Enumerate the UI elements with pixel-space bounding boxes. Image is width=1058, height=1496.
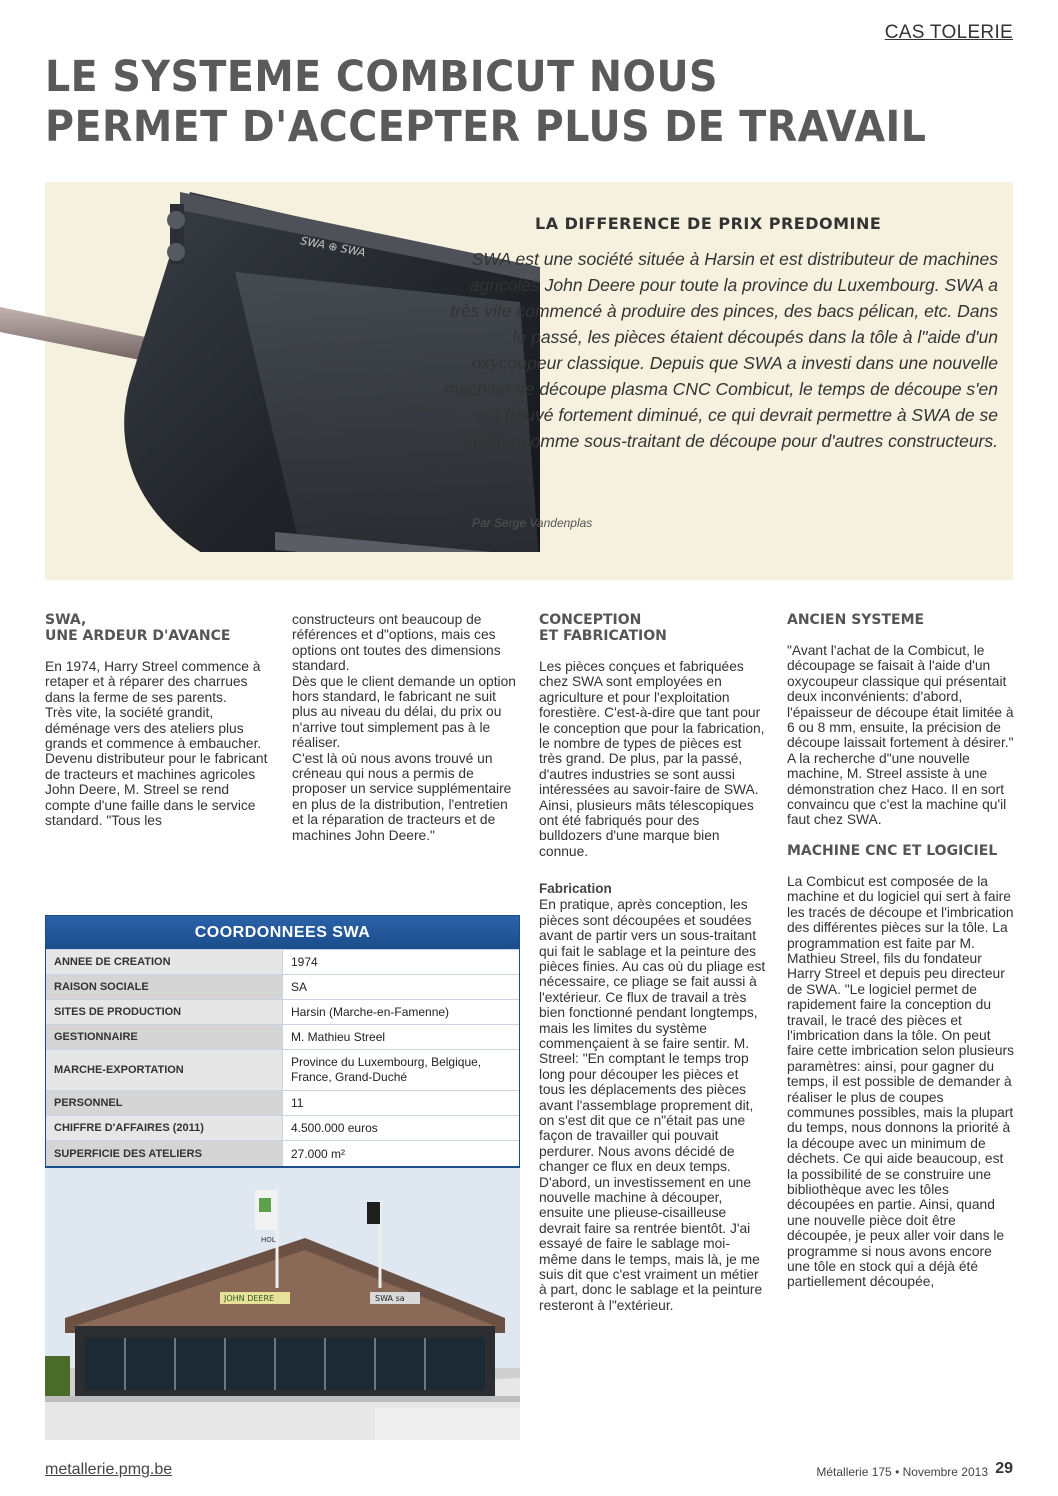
column-3 bbox=[539, 612, 766, 1313]
info-row bbox=[46, 1024, 519, 1049]
info-row bbox=[46, 1049, 519, 1090]
info-value: Province du Luxembourg, Belgique, France, Grand-Duché bbox=[282, 1050, 519, 1090]
info-value: 11 bbox=[282, 1091, 519, 1115]
info-row bbox=[46, 1090, 519, 1115]
info-row bbox=[46, 1140, 519, 1166]
col1-paragraph-3: Devenu distributeur pour le fabricant de tracteurs et machines agricoles John Deere, M. Streel se rend compte d'une faille dans le service standard. "Tous les bbox=[45, 751, 268, 829]
info-label: ANNEE DE CREATION bbox=[46, 950, 282, 974]
col2-paragraph-3: C'est là où nous avons trouvé un créneau qui nous a permis de proposer un service supplémentaire en plus de la distribution, l'entretien et la réparation de tracteurs et de machines John Deere." bbox=[292, 750, 512, 843]
info-row bbox=[46, 974, 519, 999]
col4-paragraph-1: "Avant l'achat de la Combicut, le découpage se faisait à l'aide d'un oxycoupeur classique qui présentait deux inconvénients: d'abord, l'épaisseur de découpe était limitée à 6 ou 8 mm, ensuite, la précision de découpe laissait fortement à désirer." A la recherche d"une nouvelle machine, M. Streel assiste à une démonstration chez Haco. Il en sort convaincu que c'est la machine qu'il faut chez SWA. bbox=[787, 643, 1014, 828]
footer-issue-info: Métallerie 175 • Novembre 2013 bbox=[816, 1465, 988, 1479]
info-row bbox=[46, 949, 519, 974]
building-photo bbox=[45, 1168, 520, 1440]
col1-heading-line-2: UNE ARDEUR D'AVANCE bbox=[45, 628, 231, 644]
article-title-line-2: PERMET D'ACCEPTER PLUS DE TRAVAIL bbox=[45, 102, 927, 152]
col3-paragraph-2: En pratique, après conception, les pièces sont découpées et soudées avant de partir vers un sous-traitant qui fait le sablage et la peinture des pièces finies. Au cas où du pliage est nécessaire, ce pliage se fait aussi à l'extérieur. Ce flux de travail a très bien fonctionné pendant longtemps, mais les limites du système commençaient à se faire sentir. M. Streel: "En comptant le temps trop long pour découper les pièces et tous les déplacements des pièces avant l'assemblage proprement dit, on s'est dit que ce n"était pas une façon de travailler qui pouvait perdurer. Nous avons décidé de changer ce flux en deux temps. D'abord, un investissement en une nouvelle machine à découper, ensuite une plieuse-cisailleuse devrait faire sa rentrée bientôt. J'ai essayé de faire le sablage moi-même dans le temps, mais là, je me suis dit que c'est vraiment un métier à part, donc le sablage et la peinture resteront à l"extérieur. bbox=[539, 897, 766, 1313]
col1-heading-line-1: SWA, bbox=[45, 612, 87, 628]
info-value: 1974 bbox=[282, 950, 519, 974]
col2-paragraph-2: Dès que le client demande un option hors standard, le fabricant ne suit plus au niveau du délai, du prix ou n'arrive tout simplement pas à le réaliser. bbox=[292, 673, 516, 751]
col3-subheading: Fabrication bbox=[539, 881, 612, 897]
hero-intro-text: SWA est une société située à Harsin et est distributeur de machines agricoles John Deere pour toute la province du Luxembourg. SWA a très vite commencé à produire des pinces, des bacs pélican, etc. Dans le passé, les pièces étaient découpés dans la tôle à l"aide d'un oxycoupeur classique. Depuis que SWA a investi dans une nouvelle machine de découpe plasma CNC Combicut, le temps de découpe s'en est trouvé fortement diminué, ce qui devrait permettre à SWA de se profiler comme sous-traitant de découpe pour d'autres constructeurs. bbox=[444, 249, 998, 451]
building-illustration bbox=[45, 1168, 520, 1440]
info-label: SITES DE PRODUCTION bbox=[46, 1000, 282, 1024]
info-row bbox=[46, 1115, 519, 1140]
info-row bbox=[46, 999, 519, 1024]
info-label: PERSONNEL bbox=[46, 1091, 282, 1115]
column-4 bbox=[787, 612, 1014, 1290]
footer-website-link[interactable]: metallerie.pmg.be bbox=[45, 1461, 173, 1478]
info-label: GESTIONNAIRE bbox=[46, 1025, 282, 1049]
company-info-box bbox=[45, 915, 520, 1170]
col4-heading-2: MACHINE CNC ET LOGICIEL bbox=[787, 842, 998, 859]
col3-paragraph-1: Les pièces conçues et fabriquées chez SWA sont employées en agriculture et pour l'exploitation forestière. C'est-à-dire que tant pour le conception que pour la fabrication, le nombre de types de pièces est très grand. De plus, par la passé, d'autres industries se sont aussi intéressées au savoir-faire de SWA. Ainsi, plusieurs mâts télescopiques ont été fabriqués pour des bulldozers d'une marque bien connue. bbox=[539, 659, 765, 859]
col2-paragraph-1: constructeurs ont beaucoup de références et d"options, mais ces options ont toutes des dimensions standard. bbox=[292, 612, 501, 674]
bucket-marking: SWA ⊕ SWA bbox=[299, 234, 367, 260]
info-label: RAISON SOCIALE bbox=[46, 975, 282, 999]
info-label: MARCHE-EXPORTATION bbox=[46, 1050, 282, 1090]
col4-heading-1: ANCIEN SYSTEME bbox=[787, 612, 925, 628]
info-box-title: COORDONNEES SWA bbox=[46, 916, 519, 949]
col4-paragraph-2: La Combicut est composée de la machine et du logiciel qui sert à faire les tracés de découpe et l'imbrication des différentes pièces sur la tôle. La programmation est faite par M. Mathieu Streel, fils du fondateur Harry Streel et depuis peu directeur de SWA. "Le logiciel permet de rapidement faire la conception du travail, le tracé des pièces et l'imbrication dans la tôle. On peut faire cette imbrication selon plusieurs paramètres: ainsi, pour gagner du temps, il est possible de demander à réaliser le plus de coupes communes possibles, mais la plupart du temps, nous donnons la priorité à la découpe avec un minimum de déchets. Ce qui aide beaucoup, est la possibilité de se construire une bibliothèque avec les tôles découpées en partie. Ainsi, quand une nouvelle pièce doit être découpée, je peux aller voir dans le programme si nous avons encore une tôle en stock qui a déjà été partiellement découpée, bbox=[787, 873, 1014, 1290]
article-title bbox=[45, 52, 947, 152]
col1-paragraph-1: En 1974, Harry Streel commence à retaper et à réparer des charrues dans la ferme de ses parents. bbox=[45, 659, 261, 705]
col3-heading-line-1: CONCEPTION bbox=[539, 612, 642, 628]
author-byline: Par Serge Vandenplas bbox=[472, 516, 593, 530]
col3-heading-line-2: ET FABRICATION bbox=[539, 628, 667, 644]
section-tag: CAS TOLERIE bbox=[884, 22, 1013, 43]
info-value: SA bbox=[282, 975, 519, 999]
page-number: 29 bbox=[995, 1460, 1013, 1477]
info-label: CHIFFRE D'AFFAIRES (2011) bbox=[46, 1116, 282, 1140]
info-value: M. Mathieu Streel bbox=[282, 1025, 519, 1049]
column-1 bbox=[45, 612, 273, 828]
info-value: Harsin (Marche-en-Famenne) bbox=[282, 1000, 519, 1024]
column-2 bbox=[292, 612, 517, 843]
col1-paragraph-2: Très vite, la société grandit, déménage vers des ateliers plus grands et commence à embaucher. bbox=[45, 705, 262, 752]
info-value: 4.500.000 euros bbox=[282, 1116, 519, 1140]
info-label: SUPERFICIE DES ATELIERS bbox=[46, 1141, 282, 1166]
sign-swa: SWA sa bbox=[375, 1294, 405, 1303]
article-title-line-1: LE SYSTEME COMBICUT NOUS bbox=[45, 52, 719, 102]
info-value: 27.000 m² bbox=[282, 1141, 519, 1166]
hero-heading: LA DIFFERENCE DE PRIX PREDOMINE bbox=[535, 214, 882, 233]
flag-text: HOL bbox=[261, 1236, 276, 1244]
sign-john-deere: JOHN DEERE bbox=[224, 1294, 275, 1303]
